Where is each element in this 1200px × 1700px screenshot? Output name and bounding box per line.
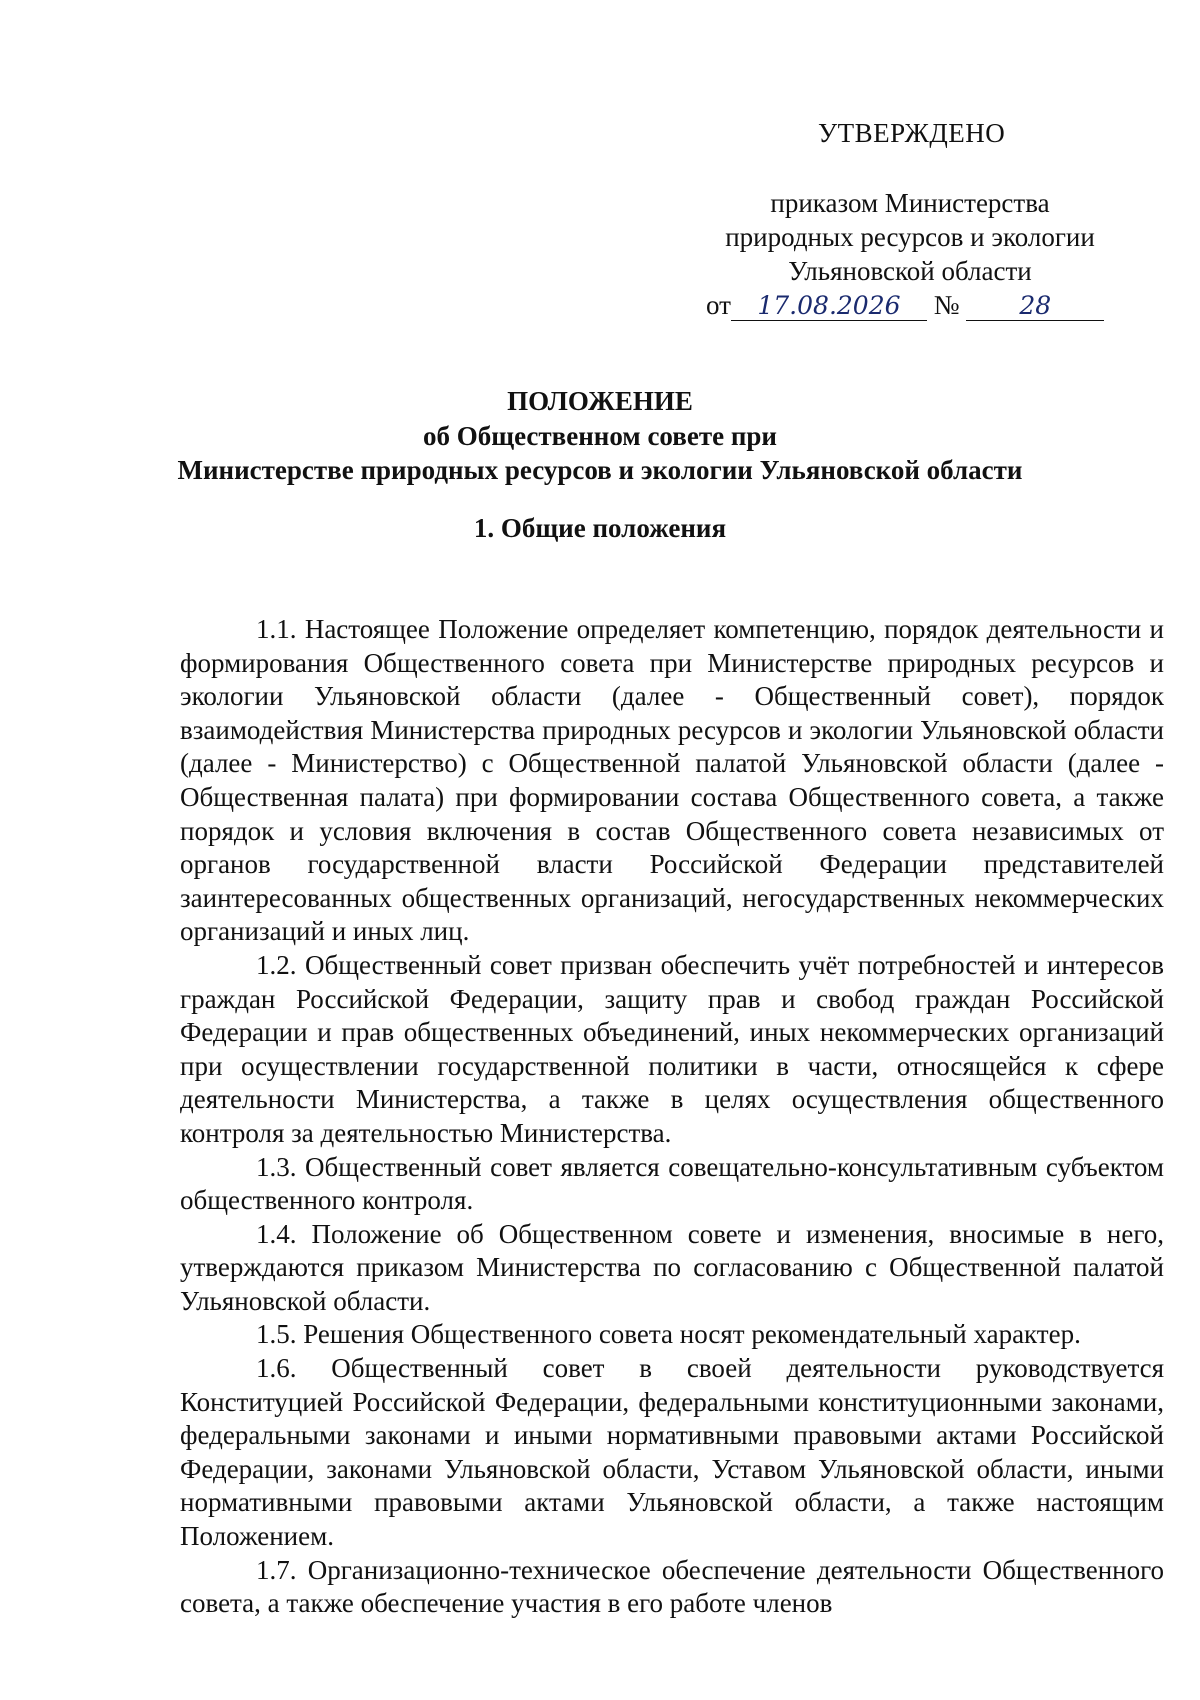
approval-order-block bbox=[700, 186, 1120, 288]
paragraph-1-7: 1.7. Организационно-техническое обеспечение деятельности Общественного совета, а также обеспечение участия в его работе членов bbox=[180, 1554, 1164, 1619]
approval-order-line: приказом Министерства bbox=[770, 188, 1050, 218]
paragraph-1-6: 1.6. Общественный совет в своей деятельности руководствуется Конституцией Российской Федерации, федеральными конституционными законами, федеральными законами и иными нормативными правовыми актами Российской Федерации, законами Ульяновской области, Уставом Ульяновской области, иными нормативными правовыми актами Ульяновской области, а также настоящим Положением. bbox=[180, 1353, 1164, 1552]
paragraph-1-3: 1.3. Общественный совет является совещательно-консультативным субъектом общественного контроля. bbox=[180, 1151, 1164, 1216]
paragraph-1-4: 1.4. Положение об Общественном совете и изменения, вносимые в него, утверждаются приказом Министерства по согласованию с Общественной палатой Ульяновской области. bbox=[180, 1218, 1164, 1316]
number-prefix: № bbox=[933, 290, 960, 320]
paragraph-1-1: 1.1. Настоящее Положение определяет компетенцию, порядок деятельности и формирования Общественного совета при Министерстве природных ресурсов и экологии Ульяновской области (далее - Общественный совет), порядок взаимодействия Министерства природных ресурсов и экологии Ульяновской области (далее - Министерство) с Общественной палатой Ульяновской области (далее - Общественная палата) при формировании состава Общественного совета, а также порядок и условия включения в состав Общественного совета независимых от органов государственной власти Российской Федерации представителей заинтересованных общественных организаций, негосударственных некоммерческих организаций и иных лиц. bbox=[180, 614, 1164, 947]
document-subtitle: об Общественном совете при bbox=[423, 421, 777, 451]
approval-order-line: природных ресурсов и экологии bbox=[725, 222, 1095, 252]
handwritten-date: 17.08.2026 bbox=[731, 292, 927, 321]
date-prefix: от bbox=[706, 290, 731, 320]
approval-date-line bbox=[706, 288, 1104, 322]
approval-title: УТВЕРЖДЕНО bbox=[818, 118, 1006, 148]
document-title: ПОЛОЖЕНИЕ bbox=[507, 386, 693, 416]
section-heading: 1. Общие положения bbox=[473, 513, 727, 543]
paragraph-1-2: 1.2. Общественный совет призван обеспечить учёт потребностей и интересов граждан Российской Федерации, защиту прав и свобод граждан Российской Федерации и прав общественных объединений, иных некоммерческих организаций при осуществлении государственной политики в части, относящейся к сфере деятельности Министерства, а также в целях осуществления общественного контроля за деятельностью Министерства. bbox=[180, 949, 1164, 1148]
paragraph-1-5: 1.5. Решения Общественного совета носят рекомендательный характер. bbox=[256, 1319, 1081, 1350]
document-body bbox=[180, 613, 1164, 1621]
handwritten-number: 28 bbox=[966, 292, 1104, 321]
approval-order-line: Ульяновской области bbox=[788, 256, 1032, 286]
document-subtitle: Министерстве природных ресурсов и экологии Ульяновской области bbox=[177, 455, 1023, 485]
